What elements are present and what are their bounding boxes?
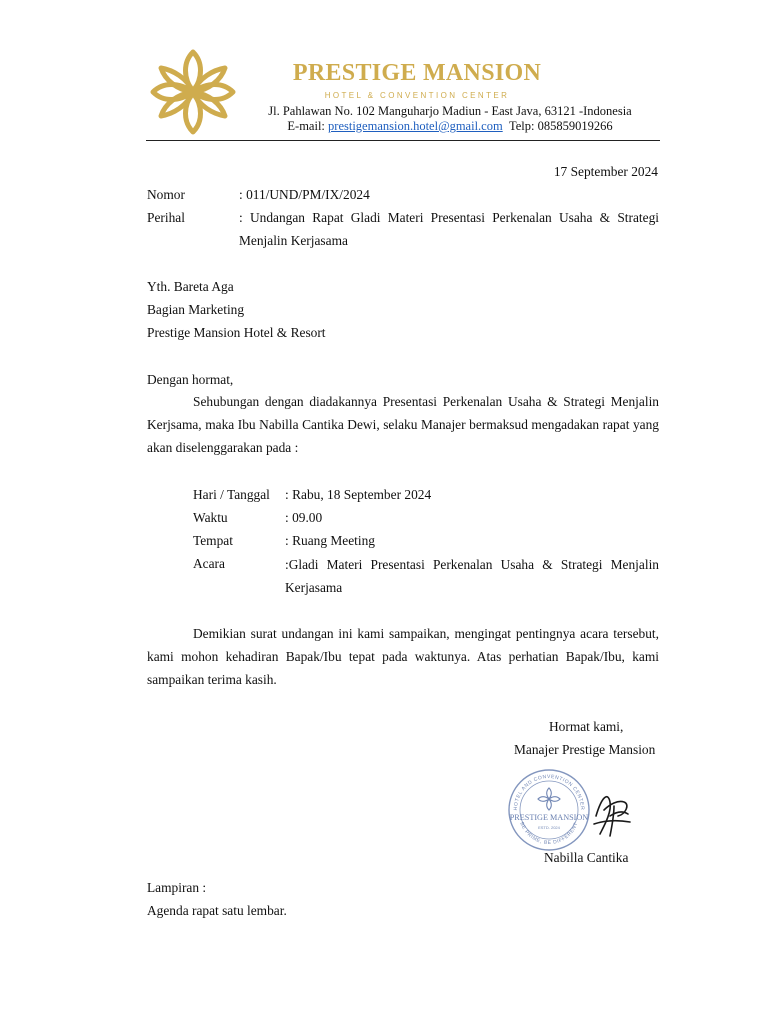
nomor-value: : 011/UND/PM/IX/2024 <box>239 187 370 202</box>
stamp-brand-text: PRESTIGE MANSION <box>509 813 589 822</box>
signer-name: Nabilla Cantika <box>544 850 629 865</box>
detail-value-hari: : Rabu, 18 September 2024 <box>285 487 432 502</box>
phone-label: Telp: <box>508 119 535 133</box>
detail-value-acara: :Gladi Materi Presentasi Perkenalan Usaha & Strategi Menjalin Kerjasama <box>285 557 659 595</box>
email-link[interactable]: prestigemansion.hotel@gmail.com <box>328 119 503 133</box>
letterhead-contact <box>250 119 650 134</box>
recipient-department: Bagian Marketing <box>147 302 245 317</box>
phone-number: 085859019266 <box>537 119 613 133</box>
body-paragraph-1: Sehubungan dengan diadakannya Presentasi Perkenalan Usaha & Strategi Menjalin Kerjsama, maka Ibu Nabilla Cantika Dewi, selaku Manajer bermaksud mengadakan rapat yang akan diselenggarakan pada : <box>147 394 659 455</box>
perihal-value-line1: : Undangan Rapat Gladi Materi Presentasi Perkenalan Usaha & Strategi <box>239 210 659 225</box>
recipient-organization: Prestige Mansion Hotel & Resort <box>147 325 326 340</box>
detail-label-tempat: Tempat <box>193 533 233 548</box>
closing-title: Manajer Prestige Mansion <box>514 742 656 757</box>
brand-name: PRESTIGE MANSION <box>292 60 542 86</box>
detail-label-acara: Acara <box>193 556 225 571</box>
attachment-text: Agenda rapat satu lembar. <box>147 903 287 918</box>
perihal-label: Perihal <box>147 210 185 225</box>
perihal-value-line2: Menjalin Kerjasama <box>239 233 348 248</box>
letterhead-address: Jl. Pahlawan No. 102 Manguharjo Madiun - East Java, 63121 -Indonesia <box>268 104 632 118</box>
nomor-label: Nomor <box>147 187 185 202</box>
stamp-ring-bottom: BE PRIME, BE DIFFERENT <box>518 821 580 847</box>
greeting: Dengan hormat, <box>147 372 234 387</box>
stamp-estd-text: ESTD. 2024 <box>538 825 560 830</box>
detail-label-waktu: Waktu <box>193 510 228 525</box>
brand-tagline: HOTEL & CONVENTION CENTER <box>324 91 510 100</box>
detail-value-tempat: : Ruang Meeting <box>285 533 376 548</box>
letter-date: 17 September 2024 <box>553 164 658 179</box>
attachment-label: Lampiran : <box>147 880 207 895</box>
body-paragraph-2: Demikian surat undangan ini kami sampaikan, mengingat pentingnya acara tersebut, kami mohon kehadiran Bapak/Ibu tepat pada waktunya. Atas perhatian Bapak/Ibu, kami sampaikan terima kasih. <box>147 626 659 687</box>
detail-label-hari: Hari / Tanggal <box>193 487 270 502</box>
detail-value-waktu: : 09.00 <box>285 510 323 525</box>
stamp-ring-top: HOTEL AND CONVENTION CENTER <box>512 773 586 811</box>
recipient-name: Yth. Bareta Aga <box>147 279 234 294</box>
closing-regards: Hormat kami, <box>549 719 624 734</box>
company-stamp <box>507 768 591 852</box>
email-label: E-mail: <box>287 119 325 133</box>
letterhead-divider <box>146 140 660 141</box>
handwritten-signature <box>590 786 634 840</box>
brand-logo-icon <box>147 48 239 136</box>
